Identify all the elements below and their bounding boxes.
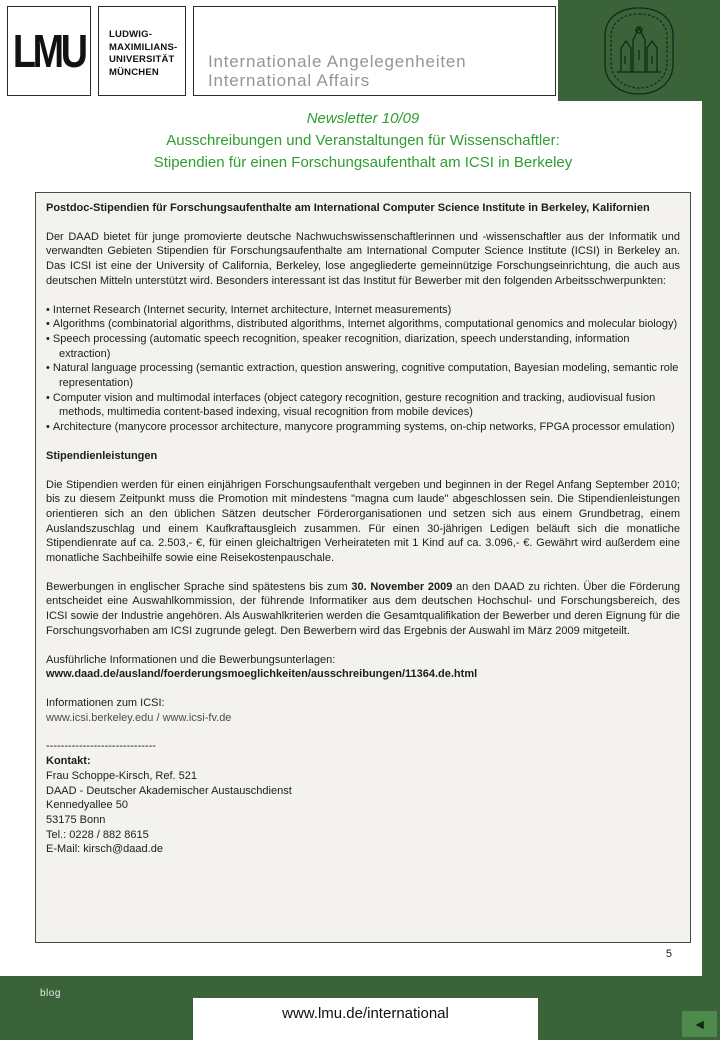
application-paragraph	[46, 580, 680, 639]
department-title-en: International Affairs	[208, 71, 371, 90]
info-label: Ausführliche Informationen und die Bewerbungsunterlagen:	[46, 653, 336, 666]
blog-link[interactable]: blog	[40, 988, 61, 999]
icsi-label: Informationen zum ICSI:	[46, 696, 165, 709]
research-area-item: • Natural language processing (semantic extraction, question answering, cognitive computation, Bayesian modeling, semantic role representation)	[46, 361, 680, 390]
header-green-panel	[558, 0, 720, 101]
article-intro: Der DAAD bietet für junge promovierte deutsche Nachwuchswissenschaftlerinnen und -wissenschaftler aus der Informatik und verwandten Gebieten Stipendien für Forschungsaufenthalte am International Computer Science Institute (ICSI) in Berkeley an. Das ICSI ist eine der University of California, Berkeley, lose angegliederte gemeinnützige Forschungseinrichtung, die auch aus deutschen Mitteln unterstützt wird. Besonders interessant ist das Institut für Bewerber mit den folgenden Arbeitsschwerpunkten:	[46, 230, 680, 287]
contact-line-street: Kennedyallee 50	[46, 799, 128, 812]
university-name-line: LUDWIG-	[109, 29, 153, 40]
subtitle-1: Ausschreibungen und Veranstaltungen für Wissenschaftler:	[166, 132, 560, 149]
university-name-line: MÜNCHEN	[109, 66, 159, 78]
right-edge-bar	[702, 0, 720, 1040]
university-name-line: MAXIMILIANS-	[109, 41, 178, 53]
subtitle-2: Stipendien für einen Forschungsaufenthalt am ICSI in Berkeley	[153, 154, 573, 171]
icsi-url-links[interactable]: www.icsi.berkeley.edu / www.icsi-fv.de	[46, 711, 232, 724]
application-deadline: 30. November 2009	[351, 580, 453, 593]
university-name-box	[98, 6, 186, 96]
university-seal-icon	[601, 6, 677, 96]
section-heading: Stipendienleistungen	[46, 449, 158, 462]
page-footer	[0, 976, 720, 1040]
contact-block	[46, 739, 680, 857]
divider-dashes: ------------------------------	[46, 740, 156, 753]
research-area-item: • Architecture (manycore processor architecture, manycore programming systems, on-chip networks, FPGA processor emulation)	[46, 420, 680, 435]
application-text-post: an den DAAD zu richten. Über die Förderung entscheidet eine Auswahlkommission, der führende Informatiker aus dem deutschen Hochschul- und Forschungsbereich, des ICSI sowie der Industrie angehören. Als Auswahlkriterien werden die Gesamtqualifikation der Bewerber und deren Eignung für die Forschungsvorhaben am ICSI zugrunde gelegt. Den Bewerbern wird das Ergebnis der Auswahl im März 2009 mitgeteilt.	[46, 580, 680, 637]
contact-line-city: 53175 Bonn	[46, 813, 106, 826]
contact-heading: Kontakt:	[46, 755, 91, 768]
page-number: 5	[665, 948, 672, 960]
application-text-pre: Bewerbungen in englischer Sprache sind spätestens bis zum	[46, 580, 352, 593]
department-title-de: Internationale Angelegenheiten	[208, 52, 467, 71]
university-name-line: UNIVERSITÄT	[109, 54, 175, 65]
lmu-logo	[7, 6, 91, 96]
daad-url-link[interactable]: www.daad.de/ausland/foerderungsmoeglichkeiten/ausschreibungen/11364.de.html	[46, 668, 478, 681]
back-arrow-icon: ◄	[692, 1016, 707, 1032]
research-areas-list	[46, 303, 680, 435]
title-block	[35, 108, 691, 174]
footer-url-box	[193, 998, 538, 1040]
contact-line-org: DAAD - Deutscher Akademischer Austauschdienst	[46, 784, 292, 797]
research-area-item: • Computer vision and multimodal interfaces (object category recognition, gesture recognition and tracking, audiovisual fusion methods, multimedia content-based indexing, visual recognition from mobile devices)	[46, 391, 680, 420]
newsletter-title: Newsletter 10/09	[306, 110, 420, 127]
back-button[interactable]	[682, 1011, 717, 1037]
article-box	[35, 192, 691, 943]
department-box	[193, 6, 556, 96]
contact-line-email: E-Mail: kirsch@daad.de	[46, 843, 163, 856]
benefits-paragraph: Die Stipendien werden für einen einjährigen Forschungsaufenthalt vergeben und beginnen in der Regel Anfang September 2010; bis zu diesem Zeitpunkt muss die Promotion mit mindestens "magna cum laude" abgeschlossen sein. Die Stipendienleistungen orientieren sich an den üblichen Sätzen deutscher Förderorganisationen und setzen sich aus einem Grundbetrag, einem Auslandszuschlag und einem Kaufkraftausgleich zusammen. Für einen 30-jährigen Ledigen beläuft sich die monatliche Stipendienrate auf ca. 2.503,- €, für einen gleichaltrigen Verheirateten mit 1 Kind auf ca. 3.096,- €. Gewährt wird außerdem eine monatliche Sachbeihilfe sowie eine Reisekostenpauschale.	[46, 478, 680, 565]
research-area-item: • Speech processing (automatic speech recognition, speaker recognition, diarization, speech understanding, information extraction)	[46, 332, 680, 361]
page-header	[0, 0, 720, 101]
article-heading: Postdoc-Stipendien für Forschungsaufenthalte am International Computer Science Institute in Berkeley, Kalifornien	[46, 202, 650, 214]
research-area-item: • Algorithms (combinatorial algorithms, distributed algorithms, Internet algorithms, computational genomics and molecular biology)	[46, 317, 680, 332]
icsi-block	[46, 696, 680, 725]
contact-line-phone: Tel.: 0228 / 882 8615	[46, 828, 149, 841]
contact-line-name: Frau Schoppe-Kirsch, Ref. 521	[46, 769, 198, 782]
footer-url-link[interactable]: www.lmu.de/international	[282, 1005, 449, 1022]
lmu-logo-text: LMU	[13, 25, 85, 77]
research-area-item: • Internet Research (Internet security, Internet architecture, Internet measurements)	[46, 303, 680, 318]
info-block	[46, 653, 680, 682]
